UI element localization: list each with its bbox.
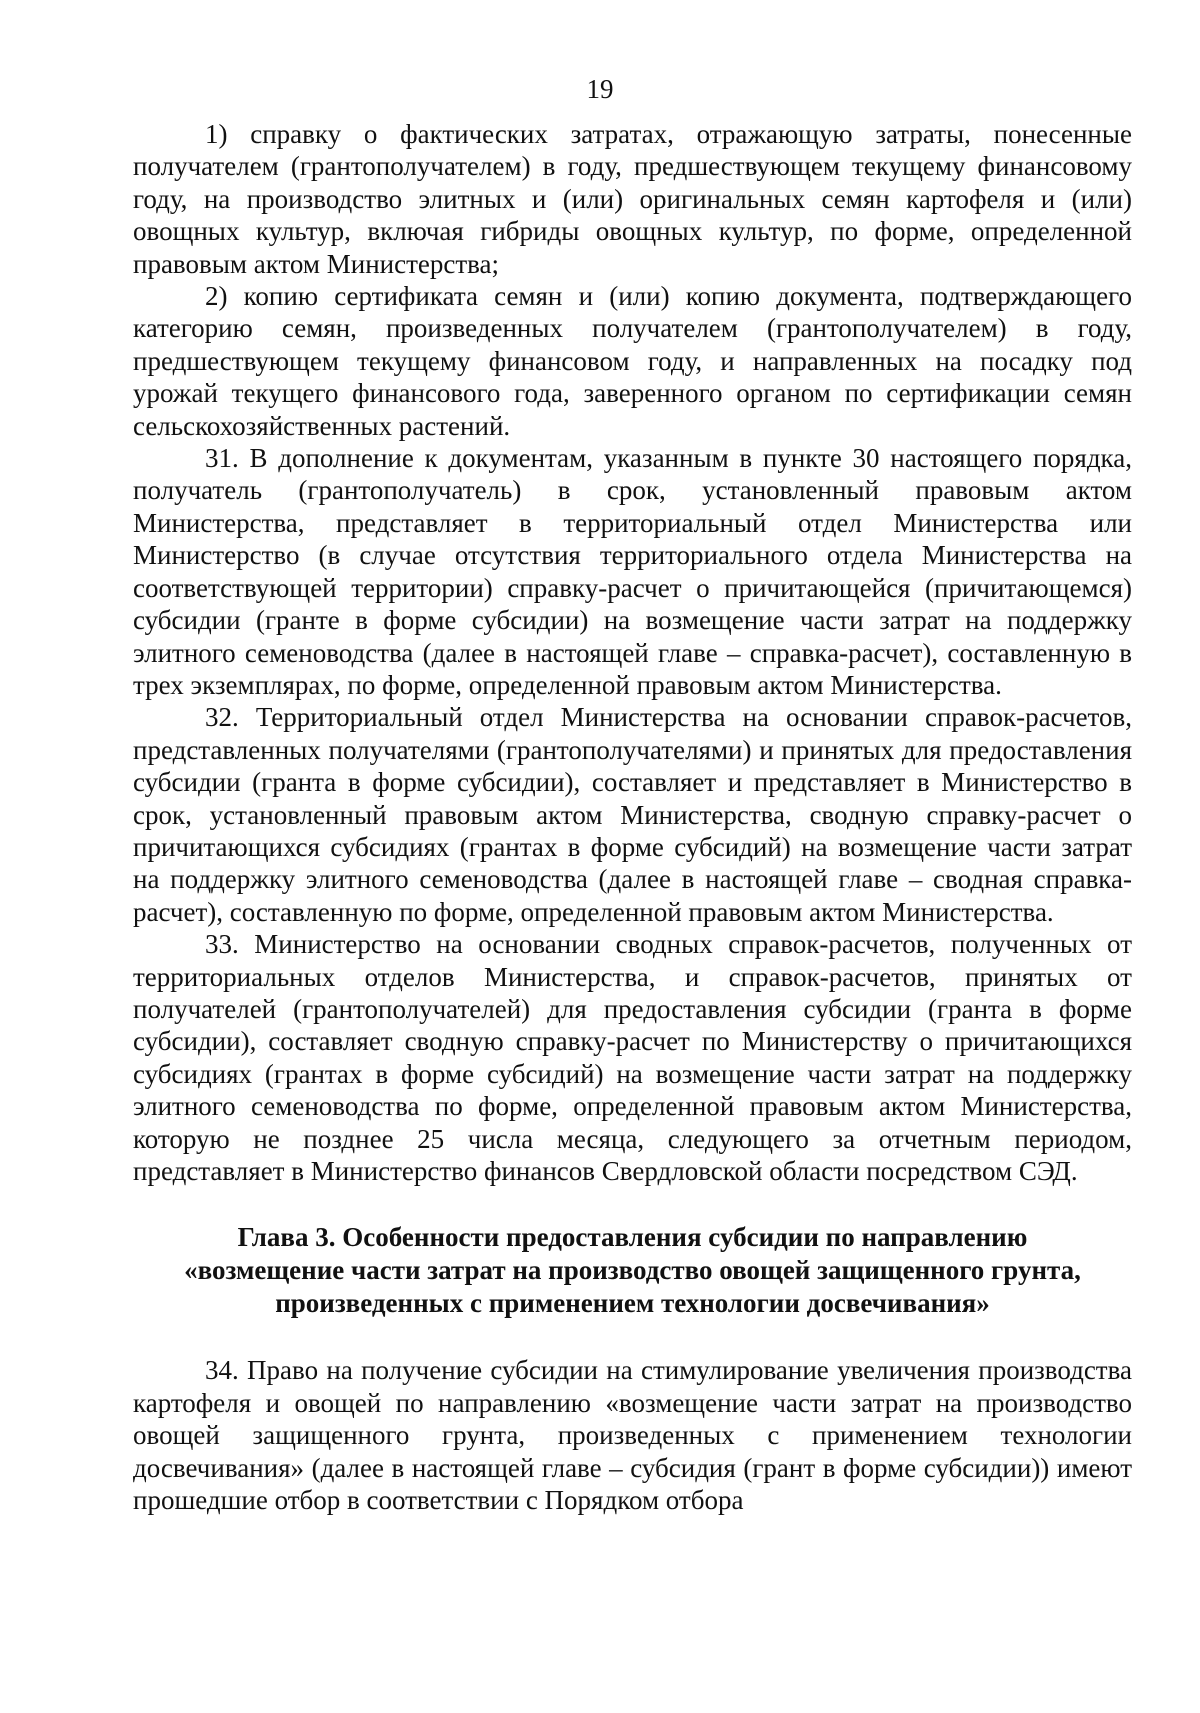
paragraph-33: 33. Министерство на основании сводных справок-расчетов, полученных от территориальных отделов Министерства, и справок-расчетов, принятых от получателей (грантополучателей) для предоставления субсидии (гранта в форме субсидии), составляет сводную справку-расчет по Министерству о причитающихся субсидиях (грантах в форме субсидий) на возмещение части затрат на поддержку элитного семеноводства по форме, определенной правовым актом Министерства, которую не позднее 25 числа месяца, следующего за отчетным периодом, представляет в Министерство финансов Свердловской области посредством СЭД. — [133, 929, 1132, 1186]
document-body — [133, 118, 1132, 1516]
chapter-heading-line-3: произведенных с применением технологии досвечивания» — [275, 1288, 990, 1319]
paragraph-item-2: 2) копию сертификата семян и (или) копию документа, подтверждающего категорию семян, произведенных получателем (грантополучателем) в году, предшествующем текущему финансовом году, и направленных на посадку под урожай текущего финансового года, заверенного органом по сертификации семян сельскохозяйственных растений. — [133, 281, 1132, 441]
page-number: 19 — [586, 74, 614, 104]
chapter-heading-line-2: «возмещение части затрат на производство овощей защищенного грунта, — [184, 1255, 1081, 1286]
paragraph-item-1: 1) справку о фактических затратах, отражающую затраты, понесенные получателем (грантополучателем) в году, предшествующем текущему финансовому году, на производство элитных и (или) оригинальных семян картофеля и (или) овощных культур, включая гибриды овощных культур, по форме, определенной правовым актом Министерства; — [133, 119, 1132, 279]
paragraph-34: 34. Право на получение субсидии на стимулирование увеличения производства картофеля и овощей по направлению «возмещение части затрат на производство овощей защищенного грунта, произведенных с применением технологии досвечивания» (далее в настоящей главе – субсидия (грант в форме субсидии)) имеют прошедшие отбор в соответствии с Порядком отбора — [133, 1355, 1132, 1516]
chapter-heading-line-1: Глава 3. Особенности предоставления субсидии по направлению — [237, 1222, 1028, 1253]
chapter-heading — [133, 1221, 1132, 1320]
paragraph-32: 32. Территориальный отдел Министерства на основании справок-расчетов, представленных получателями (грантополучателями) и принятых для предоставления субсидии (гранта в форме субсидии), составляет и представляет в Министерство в срок, установленный правовым актом Министерства, сводную справку-расчет о причитающихся субсидиях (грантах в форме субсидий) на возмещение части затрат на поддержку элитного семеноводства (далее в настоящей главе – сводная справка-расчет), составленную по форме, определенной правовым актом Министерства. — [133, 702, 1132, 927]
paragraph-31: 31. В дополнение к документам, указанным в пункте 30 настоящего порядка, получатель (грантополучатель) в срок, установленный правовым актом Министерства, представляет в территориальный отдел Министерства или Министерство (в случае отсутствия территориального отдела Министерства на соответствующей территории) справку-расчет о причитающейся (причитающемся) субсидии (гранте в форме субсидии) на возмещение части затрат на поддержку элитного семеноводства (далее в настоящей главе – справка-расчет), составленную в трех экземплярах, по форме, определенной правовым актом Министерства. — [133, 443, 1132, 700]
